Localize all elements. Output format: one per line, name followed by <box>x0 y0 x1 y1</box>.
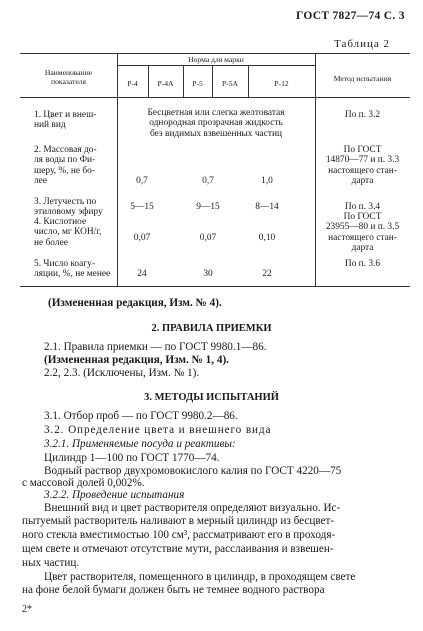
table-top-rule <box>20 53 410 54</box>
grade-header: Р-4 <box>127 79 138 88</box>
row-name: 4. Кислотное число, мг КОН/г, не более <box>34 217 102 248</box>
col-header-name: Наименование показателя <box>44 68 93 86</box>
visual-line-5: ных частиц. <box>22 557 80 569</box>
table-label: Таблица 2 <box>334 38 391 50</box>
section-2-title: 2. ПРАВИЛА ПРИЕМКИ <box>151 323 272 334</box>
page-header: ГОСТ 7827—74 С. 3 <box>296 10 405 22</box>
table-bottom-rule <box>20 286 410 287</box>
paragraph-3-1: 3.1. Отбор проб — по ГОСТ 9980.2—86. <box>44 410 238 422</box>
row-merged-value: Бесцветная или слегка желтоватая однородная прозрачная жидкость без видимых взвешенных частиц <box>147 108 285 139</box>
row-value: 0,10 <box>258 233 276 243</box>
grade-header: Р-12 <box>274 79 289 88</box>
row-value: 0,7 <box>202 176 214 186</box>
grade-header: Р-5А <box>221 79 239 88</box>
edition-note: (Измененная редакция, Изм. № 4). <box>48 297 222 309</box>
specifications-table <box>20 53 410 286</box>
row-method: По п. 3.6 <box>344 259 381 269</box>
cylinder-line: Цилиндр 1—100 по ГОСТ 1770—74. <box>44 452 220 464</box>
paragraph-2-2: 2.2, 2.3. (Исключены, Изм. № 1). <box>44 367 200 379</box>
edition-note: (Измененная редакция, Изм. № 1, 4). <box>44 354 229 366</box>
row-value: 0,07 <box>133 233 151 243</box>
row-method: По п. 3.4 <box>344 202 381 212</box>
row-name: 3. Летучесть по этиловому эфиру <box>34 197 103 218</box>
row-name: 5. Число коагу- ляции, %, не менее <box>34 259 111 280</box>
paragraph-3-2-2: 3.2.2. Проведение испытания <box>44 489 185 501</box>
row-value: 22 <box>262 269 272 279</box>
row-value: 1,0 <box>261 176 273 186</box>
row-method: По ГОСТ 14870—77 и п. 3.3 настоящего стан- дарта <box>325 145 400 187</box>
row-method: По ГОСТ 23955—80 и п. 3.5 настоящего стан- дарта <box>325 212 400 254</box>
row-value: 24 <box>137 269 147 279</box>
paragraph-3-2: 3.2. Определение цвета и внешнего вида <box>44 424 272 436</box>
row-name: 1. Цвет и внеш- ний вид <box>34 110 97 131</box>
row-value: 9—15 <box>196 202 220 212</box>
visual-line-3: ного стекла вместимостью 100 см³, рассматривают его в проходя- <box>22 529 336 541</box>
col-header-method: Метод испытания <box>333 74 392 83</box>
col-header-norm: Норма для марки <box>188 55 244 64</box>
grade-header: Р-4А <box>157 79 174 88</box>
row-method: По п. 3.2 <box>344 110 381 120</box>
color-line-2: на фоне белой бумаги должен быть не темнее водного раствора <box>22 584 325 596</box>
row-value: 5—15 <box>130 202 154 212</box>
visual-line-1: Внешний вид и цвет растворителя определяют визуально. Ис- <box>44 502 341 514</box>
solution-line-1: Водный раствор двухромовокислого калия по ГОСТ 4220—75 <box>44 465 342 477</box>
section-3-title: 3. МЕТОДЫ ИСПЫТАНИЙ <box>144 392 279 403</box>
row-value: 0,07 <box>199 233 217 243</box>
visual-line-4: щем свете и отмечают отсутствие мути, расслаивания и взвешен- <box>22 543 334 555</box>
solution-line-2: с массовой долей 0,002%. <box>22 477 145 489</box>
row-value: 30 <box>203 269 213 279</box>
norm-header-rule <box>117 65 315 66</box>
paragraph-2-1: 2.1. Правила приемки — по ГОСТ 9980.1—86. <box>44 341 267 353</box>
visual-line-2: пытуемый растворитель наливают в мерный цилиндр из бесцвет- <box>22 515 335 527</box>
grade-header: Р-5 <box>192 79 203 88</box>
page-mark: 2* <box>22 604 32 615</box>
color-line-1: Цвет растворителя, помещенного в цилиндр, в проходящем свете <box>44 571 356 583</box>
row-value: 8—14 <box>255 202 279 212</box>
header-bottom-rule <box>20 97 410 98</box>
row-value: 0,7 <box>136 176 148 186</box>
row-name: 2. Массовая до- ля воды по Фи- шеру, %, не бо- лее <box>34 145 97 187</box>
paragraph-3-2-1: 3.2.1. Применяемые посуда и реактивы: <box>44 438 236 450</box>
